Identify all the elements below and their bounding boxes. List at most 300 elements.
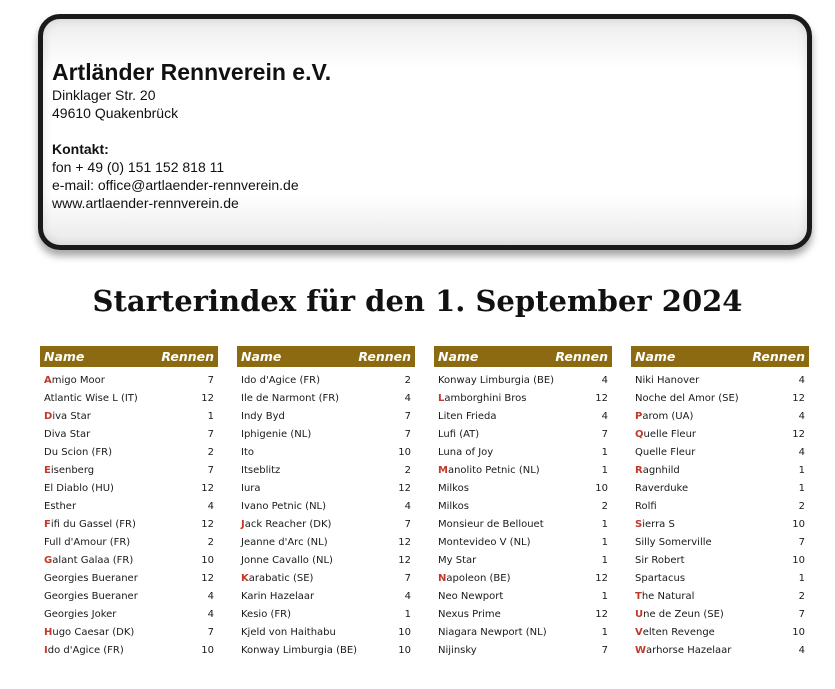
starter-row: [631, 515, 809, 533]
horse-name-text: iva Star: [52, 410, 91, 422]
horse-name: [635, 483, 688, 494]
race-number: 12: [398, 554, 411, 566]
horse-name-text: do d'Agice (FR): [47, 644, 124, 656]
horse-name-text: Lufi (AT): [438, 428, 480, 440]
letter-initial: I: [44, 644, 48, 656]
starter-row: [434, 533, 612, 551]
letter-initial: V: [635, 626, 643, 638]
horse-name-text: Kjeld von Haithabu: [241, 626, 336, 638]
horse-name: [635, 447, 695, 458]
header-name-label: Name: [241, 349, 282, 364]
horse-name: [438, 627, 547, 638]
race-number: 1: [798, 482, 805, 494]
starter-row: [631, 641, 809, 659]
starter-row: [631, 587, 809, 605]
race-number: 7: [601, 644, 608, 656]
horse-name-text: Indy Byd: [241, 410, 285, 422]
race-number: 10: [201, 554, 214, 566]
horse-name-text: he Natural: [641, 590, 695, 602]
starter-column: [631, 346, 809, 659]
horse-name: [635, 645, 731, 656]
header-races-label: Rennen: [555, 349, 608, 364]
starter-row: [40, 551, 218, 569]
starter-row: [434, 443, 612, 461]
horse-name: [44, 573, 138, 584]
horse-name-text: Raverduke: [635, 482, 689, 494]
horse-name: [635, 591, 694, 602]
horse-name: [241, 483, 261, 494]
horse-name: [635, 573, 685, 584]
horse-name-text: Ido d'Agice (FR): [241, 374, 320, 386]
race-number: 7: [207, 374, 214, 386]
starter-row: [237, 497, 415, 515]
starter-row: [40, 605, 218, 623]
starter-row: [237, 461, 415, 479]
horse-name: [438, 573, 511, 584]
race-number: 10: [792, 518, 805, 530]
race-number: 4: [601, 374, 608, 386]
horse-name-text: Ito: [241, 446, 254, 458]
horse-name: [241, 555, 333, 566]
starter-row: [434, 407, 612, 425]
horse-name: [241, 645, 357, 656]
horse-name: [241, 627, 336, 638]
race-number: 4: [207, 590, 214, 602]
horse-name: [438, 429, 479, 440]
starter-row: [631, 479, 809, 497]
starter-row: [40, 587, 218, 605]
race-number: 7: [798, 608, 805, 620]
horse-name: [438, 393, 526, 404]
race-number: 10: [201, 644, 214, 656]
horse-name-text: apoleon (BE): [446, 572, 511, 584]
horse-name: [438, 645, 477, 656]
horse-name: [438, 447, 493, 458]
starter-row: [237, 569, 415, 587]
starter-row: [631, 461, 809, 479]
horse-name-text: migo Moor: [51, 374, 105, 386]
race-number: 4: [601, 410, 608, 422]
starter-row: [434, 371, 612, 389]
letter-initial: L: [438, 392, 445, 404]
race-number: 2: [798, 590, 805, 602]
horse-name-text: Jeanne d'Arc (NL): [241, 536, 328, 548]
starter-row: [40, 371, 218, 389]
race-number: 10: [398, 644, 411, 656]
starter-column: [40, 346, 218, 659]
horse-name-text: arhorse Hazelaar: [646, 644, 732, 656]
horse-name: [241, 411, 285, 422]
horse-name: [241, 519, 331, 530]
race-number: 7: [207, 428, 214, 440]
horse-name: [241, 447, 254, 458]
horse-name: [44, 555, 133, 566]
horse-name-text: Ile de Narmont (FR): [241, 392, 340, 404]
race-number: 1: [601, 464, 608, 476]
city-address: 49610 Quakenbrück: [52, 105, 179, 121]
header-name-label: Name: [438, 349, 479, 364]
race-number: 1: [601, 446, 608, 458]
starter-row: [237, 551, 415, 569]
horse-name: [635, 393, 739, 404]
horse-name-text: ne de Zeun (SE): [643, 608, 724, 620]
column-header: [237, 346, 415, 367]
horse-name: [635, 411, 693, 422]
horse-name: [241, 375, 320, 386]
race-number: 4: [404, 392, 411, 404]
race-number: 12: [398, 536, 411, 548]
starter-row: [40, 515, 218, 533]
header-name-label: Name: [635, 349, 676, 364]
horse-name: [44, 591, 138, 602]
race-number: 1: [601, 518, 608, 530]
letter-initial: Q: [635, 428, 644, 440]
starter-row: [434, 569, 612, 587]
horse-name-text: ack Reacher (DK): [244, 518, 332, 530]
starter-row: [434, 515, 612, 533]
race-number: 1: [601, 536, 608, 548]
header-name-label: Name: [44, 349, 85, 364]
starter-row: [40, 461, 218, 479]
horse-name: [241, 501, 326, 512]
horse-name-text: Karin Hazelaar: [241, 590, 315, 602]
horse-name: [438, 411, 496, 422]
race-number: 2: [207, 536, 214, 548]
horse-name-text: Georgies Bueraner: [44, 572, 138, 584]
horse-name-text: Liten Frieda: [438, 410, 497, 422]
horse-name: [241, 591, 314, 602]
horse-name-text: ugo Caesar (DK): [52, 626, 135, 638]
starter-row: [434, 641, 612, 659]
starter-row: [237, 623, 415, 641]
starter-row: [631, 551, 809, 569]
letter-initial: G: [44, 554, 53, 566]
starter-row: [631, 389, 809, 407]
starter-row: [237, 479, 415, 497]
starter-row: [40, 641, 218, 659]
horse-name-text: Itseblitz: [241, 464, 281, 476]
horse-name-text: Sir Robert: [635, 554, 685, 566]
horse-name-text: arom (UA): [642, 410, 694, 422]
race-number: 12: [201, 518, 214, 530]
letter-initial: W: [635, 644, 647, 656]
starter-row: [40, 479, 218, 497]
race-number: 4: [207, 500, 214, 512]
letter-initial: J: [241, 518, 245, 530]
horse-name: [438, 501, 469, 512]
website-link[interactable]: www.artlaender-rennverein.de: [52, 195, 239, 211]
race-number: 7: [404, 428, 411, 440]
horse-name-text: Konway Limburgia (BE): [241, 644, 358, 656]
race-number: 4: [404, 590, 411, 602]
horse-name: [44, 411, 91, 422]
column-header: [434, 346, 612, 367]
starter-row: [434, 497, 612, 515]
starter-row: [631, 407, 809, 425]
race-number: 12: [595, 572, 608, 584]
horse-name-text: Ivano Petnic (NL): [241, 500, 327, 512]
horse-name: [438, 483, 469, 494]
horse-name: [44, 375, 105, 386]
horse-name: [635, 375, 699, 386]
horse-name: [241, 465, 280, 476]
letter-initial: F: [44, 518, 51, 530]
starter-row: [434, 605, 612, 623]
horse-name: [438, 591, 503, 602]
race-number: 7: [207, 626, 214, 638]
starter-row: [40, 407, 218, 425]
starter-row: [631, 569, 809, 587]
race-number: 12: [595, 392, 608, 404]
horse-name: [241, 393, 339, 404]
horse-name: [438, 609, 501, 620]
starter-row: [237, 407, 415, 425]
column-header: [40, 346, 218, 367]
horse-name-text: Montevideo V (NL): [438, 536, 531, 548]
horse-name-text: Konway Limburgia (BE): [438, 374, 555, 386]
letter-initial: H: [44, 626, 53, 638]
header-races-label: Rennen: [161, 349, 214, 364]
horse-name-text: Full d'Amour (FR): [44, 536, 131, 548]
race-number: 7: [601, 428, 608, 440]
horse-name: [44, 483, 114, 494]
horse-name-text: Nexus Prime: [438, 608, 501, 620]
race-number: 1: [207, 410, 214, 422]
horse-name-text: Rolfi: [635, 500, 657, 512]
letter-initial: P: [635, 410, 643, 422]
race-number: 12: [792, 428, 805, 440]
race-number: 10: [792, 626, 805, 638]
starter-row: [237, 371, 415, 389]
phone-number: fon + 49 (0) 151 152 818 11: [52, 159, 225, 175]
horse-name-text: amborghini Bros: [444, 392, 527, 404]
horse-name: [438, 519, 544, 530]
page-title: Starterindex für den 1. September 2024: [92, 284, 743, 318]
starter-row: [237, 425, 415, 443]
horse-name-text: ierra S: [642, 518, 675, 530]
horse-name: [635, 627, 715, 638]
horse-name: [635, 609, 724, 620]
horse-name-text: El Diablo (HU): [44, 482, 114, 494]
race-number: 10: [595, 482, 608, 494]
horse-name-text: Georgies Joker: [44, 608, 117, 620]
race-number: 4: [798, 446, 805, 458]
starter-row: [237, 515, 415, 533]
race-number: 2: [404, 464, 411, 476]
horse-name: [44, 501, 76, 512]
horse-name: [241, 609, 291, 620]
header-races-label: Rennen: [358, 349, 411, 364]
horse-name: [635, 555, 685, 566]
horse-name-text: Jonne Cavallo (NL): [241, 554, 333, 566]
race-number: 7: [207, 464, 214, 476]
letter-initial: D: [44, 410, 53, 422]
header-races-label: Rennen: [752, 349, 805, 364]
horse-name-text: Niagara Newport (NL): [438, 626, 547, 638]
race-number: 1: [601, 626, 608, 638]
race-number: 2: [404, 374, 411, 386]
starter-row: [237, 443, 415, 461]
race-number: 10: [792, 554, 805, 566]
horse-name: [635, 537, 712, 548]
horse-name: [241, 537, 328, 548]
starter-row: [237, 605, 415, 623]
horse-name-text: Monsieur de Bellouet: [438, 518, 544, 530]
starter-row: [434, 587, 612, 605]
starter-column: [237, 346, 415, 659]
race-number: 4: [207, 608, 214, 620]
starter-row: [434, 623, 612, 641]
race-number: 1: [798, 464, 805, 476]
horse-name-text: Silly Somerville: [635, 536, 712, 548]
race-number: 10: [398, 446, 411, 458]
horse-name-text: uelle Fleur: [643, 428, 697, 440]
horse-name: [635, 465, 680, 476]
starter-row: [237, 641, 415, 659]
letter-initial: S: [635, 518, 643, 530]
starter-row: [631, 623, 809, 641]
horse-name-text: Niki Hanover: [635, 374, 700, 386]
horse-name: [438, 375, 554, 386]
horse-name-text: Milkos: [438, 500, 469, 512]
starter-row: [631, 605, 809, 623]
race-number: 12: [201, 392, 214, 404]
letter-initial: A: [44, 374, 52, 386]
horse-name-text: Iphigenie (NL): [241, 428, 312, 440]
race-number: 12: [398, 482, 411, 494]
starter-row: [40, 533, 218, 551]
race-number: 1: [601, 590, 608, 602]
horse-name-text: Esther: [44, 500, 77, 512]
horse-name: [44, 609, 116, 620]
horse-name-text: elten Revenge: [642, 626, 715, 638]
horse-name: [635, 519, 675, 530]
race-number: 12: [792, 392, 805, 404]
horse-name-text: Quelle Fleur: [635, 446, 696, 458]
horse-name-text: Diva Star: [44, 428, 91, 440]
email-address[interactable]: e-mail: office@artlaender-rennverein.de: [52, 177, 299, 193]
horse-name: [241, 429, 311, 440]
starter-row: [237, 587, 415, 605]
horse-name: [44, 537, 130, 548]
horse-name-text: Georgies Bueraner: [44, 590, 138, 602]
starter-row: [631, 443, 809, 461]
race-number: 1: [404, 608, 411, 620]
starter-row: [237, 389, 415, 407]
horse-name: [44, 393, 138, 404]
race-number: 4: [798, 410, 805, 422]
starter-row: [434, 461, 612, 479]
race-number: 2: [207, 446, 214, 458]
starter-row: [40, 443, 218, 461]
starter-row: [631, 371, 809, 389]
starter-row: [631, 533, 809, 551]
horse-name-text: ifi du Gassel (FR): [50, 518, 136, 530]
letter-initial: T: [635, 590, 642, 602]
horse-name: [635, 429, 696, 440]
horse-name-text: My Star: [438, 554, 477, 566]
horse-name-text: alant Galaa (FR): [52, 554, 134, 566]
race-number: 7: [404, 572, 411, 584]
horse-name-text: Spartacus: [635, 572, 686, 584]
horse-name-text: Iura: [241, 482, 261, 494]
starter-row: [434, 425, 612, 443]
horse-name-text: Noche del Amor (SE): [635, 392, 739, 404]
race-number: 10: [398, 626, 411, 638]
horse-name: [44, 447, 112, 458]
race-number: 12: [201, 482, 214, 494]
race-number: 7: [798, 536, 805, 548]
contact-label: Kontakt:: [52, 141, 109, 157]
starter-row: [40, 425, 218, 443]
letter-initial: K: [241, 572, 249, 584]
horse-name: [44, 645, 124, 656]
race-number: 4: [798, 644, 805, 656]
horse-name: [438, 537, 531, 548]
horse-name-text: anolito Petnic (NL): [447, 464, 540, 476]
horse-name-text: arabatic (SE): [248, 572, 314, 584]
horse-name: [635, 501, 657, 512]
horse-name-text: Luna of Joy: [438, 446, 494, 458]
race-number: 2: [798, 500, 805, 512]
horse-name-text: Nijinsky: [438, 644, 477, 656]
organization-name: Artländer Rennverein e.V.: [52, 59, 332, 85]
street-address: Dinklager Str. 20: [52, 87, 156, 103]
race-number: 12: [595, 608, 608, 620]
horse-name: [241, 573, 313, 584]
starter-row: [40, 623, 218, 641]
contact-header-box: [38, 14, 812, 250]
starter-row: [237, 533, 415, 551]
race-number: 7: [404, 518, 411, 530]
horse-name: [44, 429, 90, 440]
race-number: 2: [601, 500, 608, 512]
horse-name-text: Kesio (FR): [241, 608, 291, 620]
horse-name: [44, 519, 136, 530]
letter-initial: N: [438, 572, 447, 584]
horse-name: [438, 555, 476, 566]
starter-row: [40, 569, 218, 587]
race-number: 1: [601, 554, 608, 566]
starter-row: [434, 551, 612, 569]
horse-name: [44, 627, 134, 638]
horse-name-text: Milkos: [438, 482, 469, 494]
horse-name: [438, 465, 540, 476]
column-header: [631, 346, 809, 367]
letter-initial: M: [438, 464, 448, 476]
race-number: 7: [404, 410, 411, 422]
horse-name-text: agnhild: [642, 464, 680, 476]
starter-row: [434, 479, 612, 497]
race-number: 4: [798, 374, 805, 386]
race-number: 4: [404, 500, 411, 512]
starter-row: [631, 425, 809, 443]
horse-name-text: Du Scion (FR): [44, 446, 112, 458]
starter-column: [434, 346, 612, 659]
starter-row: [40, 497, 218, 515]
starter-row: [631, 497, 809, 515]
race-number: 1: [798, 572, 805, 584]
letter-initial: E: [44, 464, 51, 476]
horse-name-text: Neo Newport: [438, 590, 504, 602]
starter-row: [40, 389, 218, 407]
horse-name-text: isenberg: [50, 464, 95, 476]
letter-initial: U: [635, 608, 644, 620]
race-number: 12: [201, 572, 214, 584]
horse-name-text: Atlantic Wise L (IT): [44, 392, 138, 404]
starter-row: [434, 389, 612, 407]
horse-name: [44, 465, 94, 476]
